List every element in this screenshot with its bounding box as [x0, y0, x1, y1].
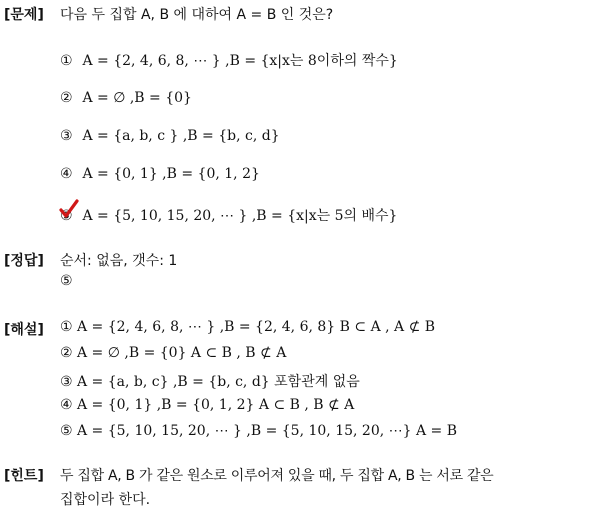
explanation-line-4: ④ A = {0, 1} ,B = {0, 1, 2} A ⊂ B , B ⊄ A	[60, 397, 355, 413]
explanation-line-2: ② A = ∅ ,B = {0} A ⊂ B , B ⊄ A	[60, 345, 287, 361]
option-1-number: ①	[60, 53, 73, 69]
option-2-number: ②	[60, 90, 73, 106]
answer-info: 순서: 없음, 갯수: 1	[60, 253, 178, 269]
question-label: [문제]	[4, 7, 44, 23]
option-2-text: A = ∅ ,B = {0}	[82, 90, 192, 106]
hint-line-1: 두 집합 A, B 가 같은 원소로 이루어져 있을 때, 두 집합 A, B 는 서로 같은	[60, 468, 494, 484]
option-4[interactable]	[60, 166, 260, 182]
option-4-text: A = {0, 1} ,B = {0, 1, 2}	[82, 166, 260, 182]
option-4-number: ④	[60, 166, 73, 182]
option-3[interactable]	[60, 128, 280, 144]
explanation-line-3: ③ A = {a, b, c} ,B = {b, c, d} 포함관계 없음	[60, 374, 360, 390]
option-1-text: A = {2, 4, 6, 8, ⋯ } ,B = {x|x는 8이하의 짝수}	[82, 53, 398, 69]
answer-value: ⑤	[60, 273, 73, 289]
hint-label: [힌트]	[4, 468, 44, 484]
checkmark-icon	[58, 198, 80, 220]
option-2[interactable]	[60, 90, 192, 106]
option-3-number: ③	[60, 128, 73, 144]
option-3-text: A = {a, b, c } ,B = {b, c, d}	[82, 128, 280, 144]
question-text: 다음 두 집합 A, B 에 대하여 A = B 인 것은?	[60, 7, 334, 23]
option-5-text: A = {5, 10, 15, 20, ⋯ } ,B = {x|x는 5의 배수}	[82, 208, 398, 224]
option-5-number: ⑤	[60, 208, 73, 224]
explanation-line-1: ① A = {2, 4, 6, 8, ⋯ } ,B = {2, 4, 6, 8} B ⊂ A , A ⊄ B	[60, 319, 436, 335]
explanation-line-5: ⑤ A = {5, 10, 15, 20, ⋯ } ,B = {5, 10, 15, 20, ⋯} A = B	[60, 423, 458, 439]
option-5[interactable]	[60, 205, 397, 225]
explanation-label: [해설]	[4, 322, 44, 338]
answer-label: [정답]	[4, 253, 44, 269]
option-1[interactable]	[60, 50, 398, 70]
hint-line-2: 집합이라 한다.	[60, 492, 151, 508]
